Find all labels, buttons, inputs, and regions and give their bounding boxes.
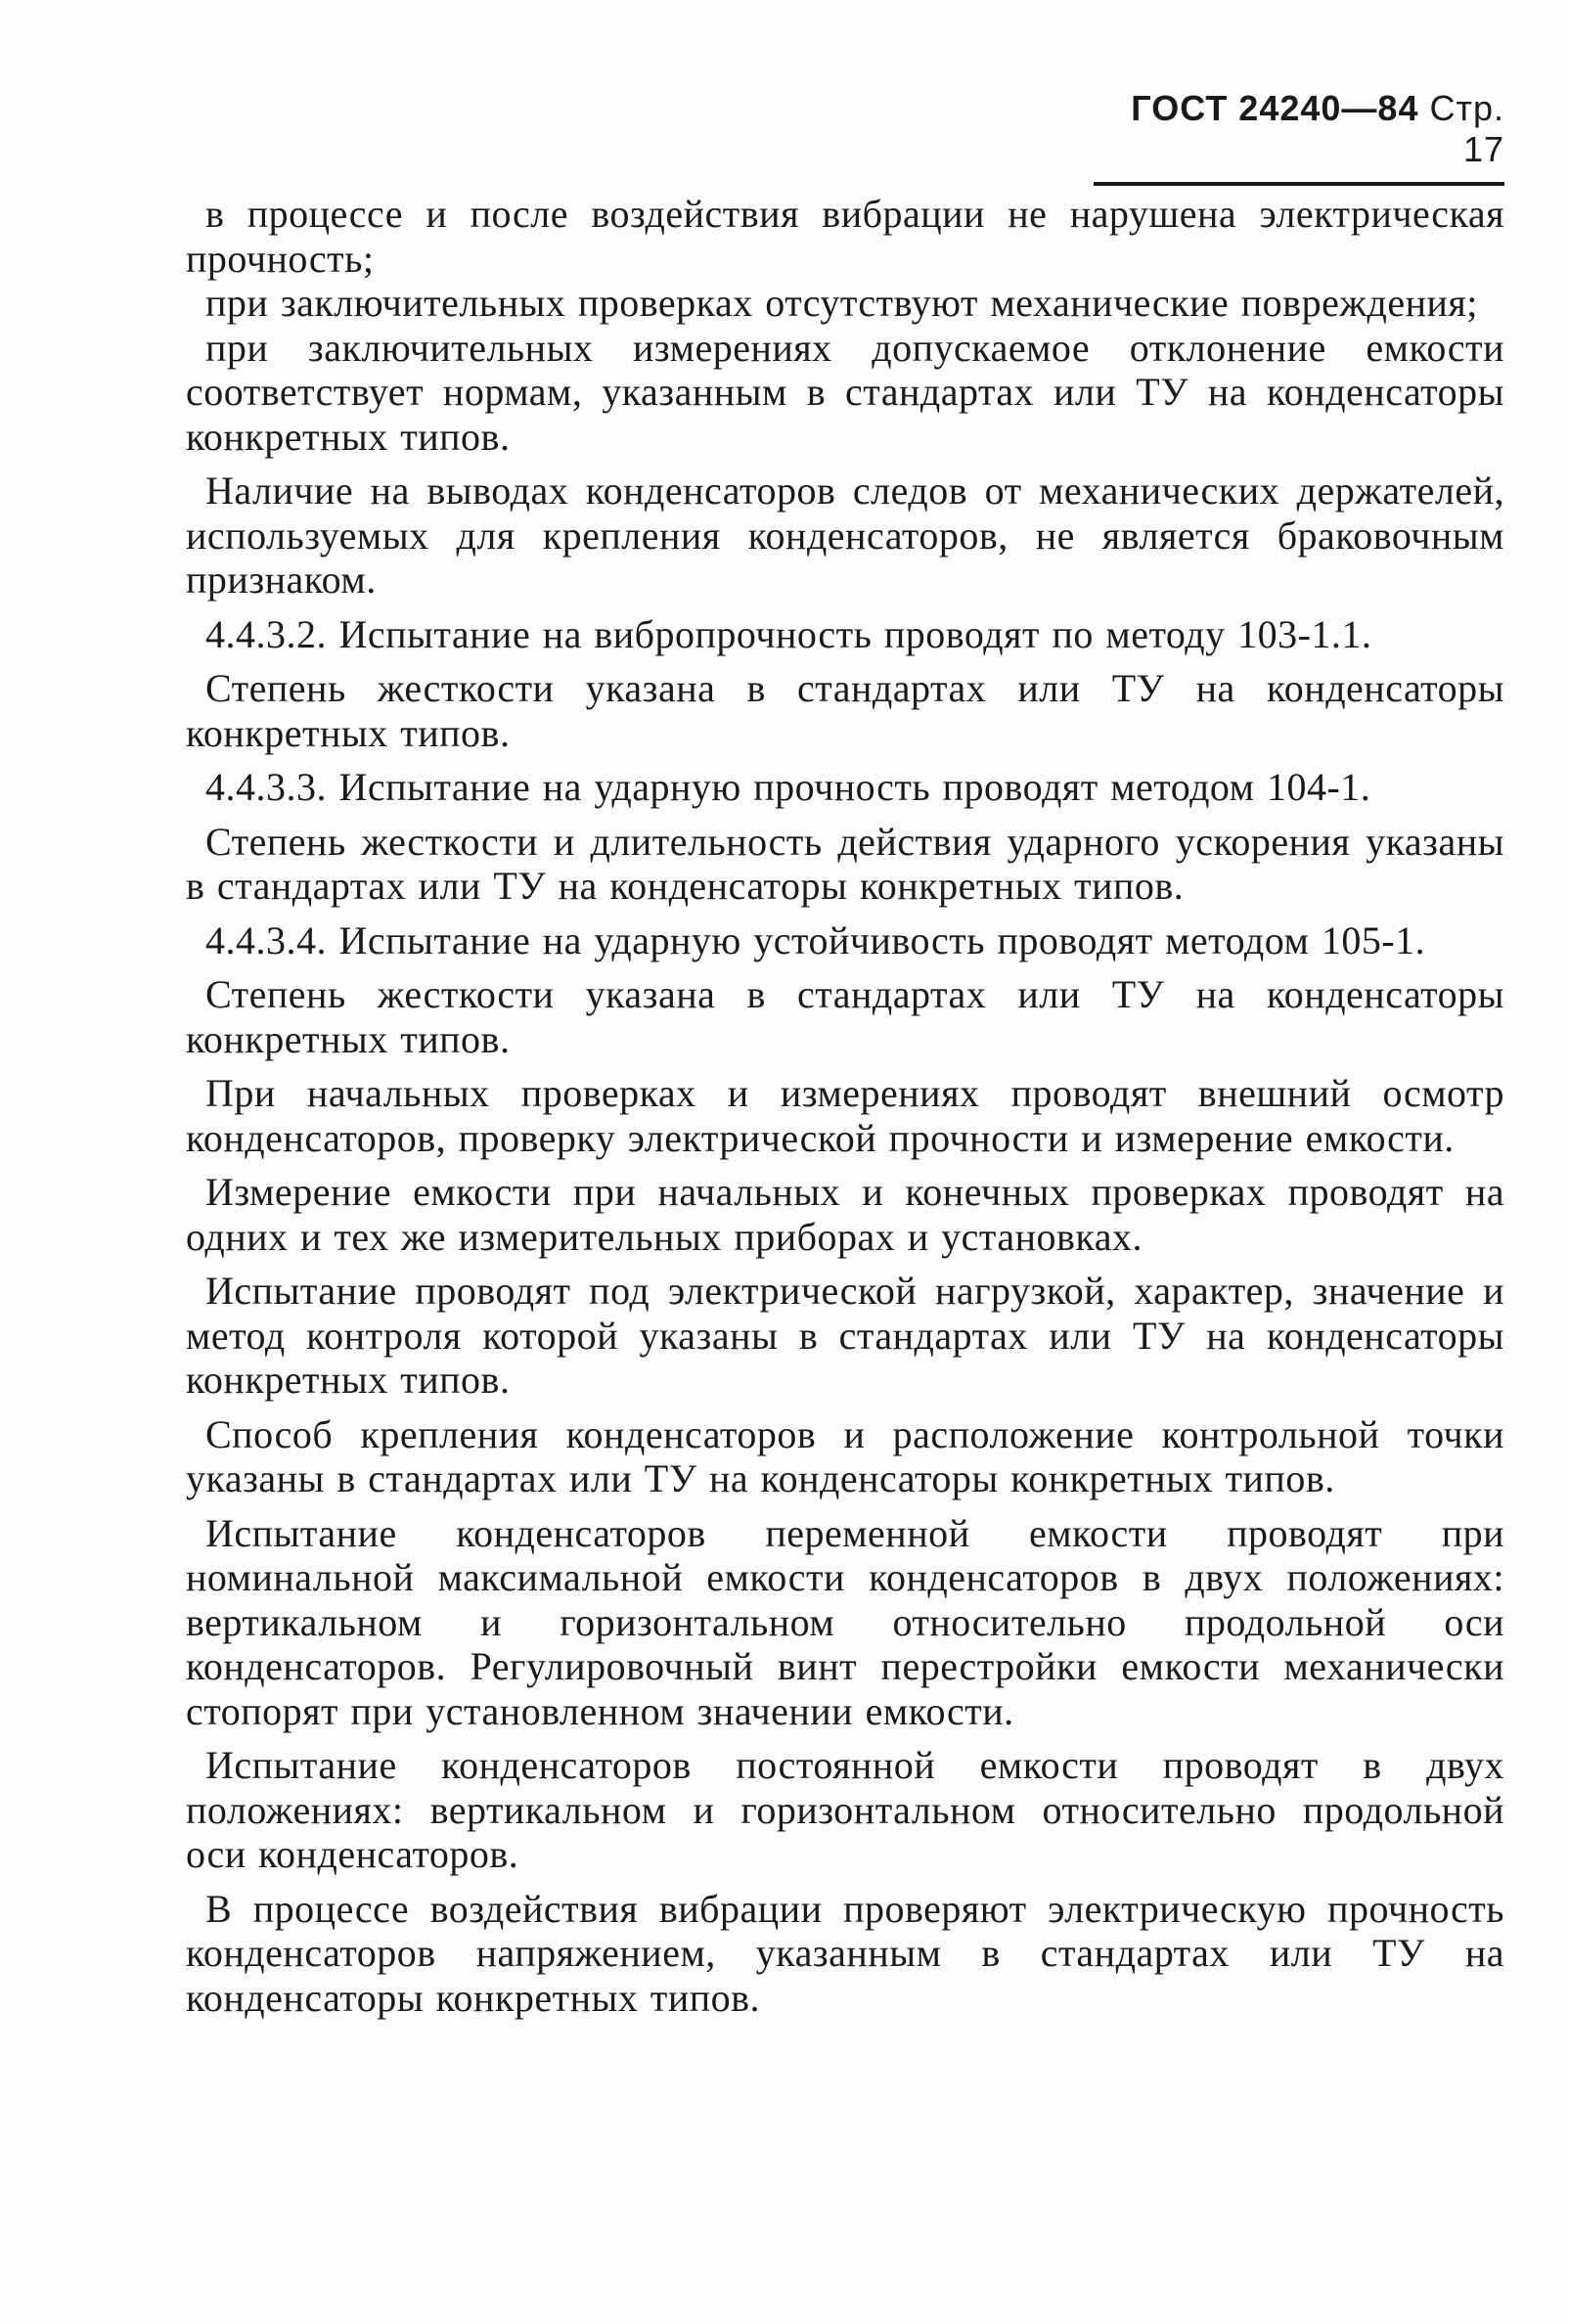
standard-number: ГОСТ 24240—84 bbox=[1131, 88, 1419, 128]
paragraph: При начальных проверках и измерениях проводят внешний осмотр конденсаторов, проверку электрической прочности и измерение емкости. bbox=[186, 1071, 1504, 1160]
paragraph: Измерение емкости при начальных и конечных проверках проводят на одних и тех же измерительных приборах и установках. bbox=[186, 1170, 1504, 1259]
section-4-4-3-2: 4.4.3.2. Испытание на вибропрочность проводят по методу 103-1.1. bbox=[205, 611, 1372, 656]
paragraph: Испытание проводят под электрической нагрузкой, характер, значение и метод контроля которой указаны в стандартах или ТУ на конденсаторы конкретных типов. bbox=[186, 1269, 1504, 1402]
paragraph: в процессе и после воздействия вибрации не нарушена электрическая прочность; bbox=[186, 192, 1504, 281]
paragraph: при заключительных проверках отсутствуют механические повреждения; bbox=[205, 281, 1478, 325]
paragraph: при заключительных измерениях допускаемое отклонение емкости соответствует нормам, указанным в стандартах или ТУ на конденсаторы конкретных типов. bbox=[186, 325, 1504, 459]
paragraph: Испытание конденсаторов переменной емкости проводят при номинальной максимальной емкости конденсаторов в двух положениях: вертикальном и горизонтальном относительно продольной оси конденсаторов. Регулировочный винт перестройки емкости механически стопорят при установленном значении емкости. bbox=[186, 1510, 1504, 1733]
paragraph: В процессе воздействия вибрации проверяют электрическую прочность конденсаторов напряжением, указанным в стандартах или ТУ на конденсаторы конкретных типов. bbox=[186, 1886, 1504, 2020]
paragraph: Испытание конденсаторов постоянной емкости проводят в двух положениях: вертикальном и горизонтальном относительно продольной оси конденсаторов. bbox=[186, 1743, 1504, 1876]
section-4-4-3-3: 4.4.3.3. Испытание на ударную прочность проводят методом 104-1. bbox=[205, 765, 1371, 809]
paragraph: Наличие на выводах конденсаторов следов от механических держателей, используемых для крепления конденсаторов, не является браковочным признаком. bbox=[186, 469, 1504, 602]
page-header bbox=[1094, 88, 1504, 186]
paragraph: Способ крепления конденсаторов и расположение контрольной точки указаны в стандартах или ТУ на конденсаторы конкретных типов. bbox=[186, 1411, 1504, 1500]
section-4-4-3-4: 4.4.3.4. Испытание на ударную устойчивость проводят методом 105-1. bbox=[205, 917, 1426, 962]
paragraph: Степень жесткости указана в стандартах или ТУ на конденсаторы конкретных типов. bbox=[186, 972, 1504, 1061]
paragraph: Степень жесткости указана в стандартах или ТУ на конденсаторы конкретных типов. bbox=[186, 666, 1504, 755]
document-body bbox=[186, 192, 1504, 2020]
page-number: Стр. 17 bbox=[1429, 88, 1504, 169]
paragraph: Степень жесткости и длительность действия ударного ускорения указаны в стандартах или ТУ на конденсаторы конкретных типов. bbox=[186, 819, 1504, 908]
